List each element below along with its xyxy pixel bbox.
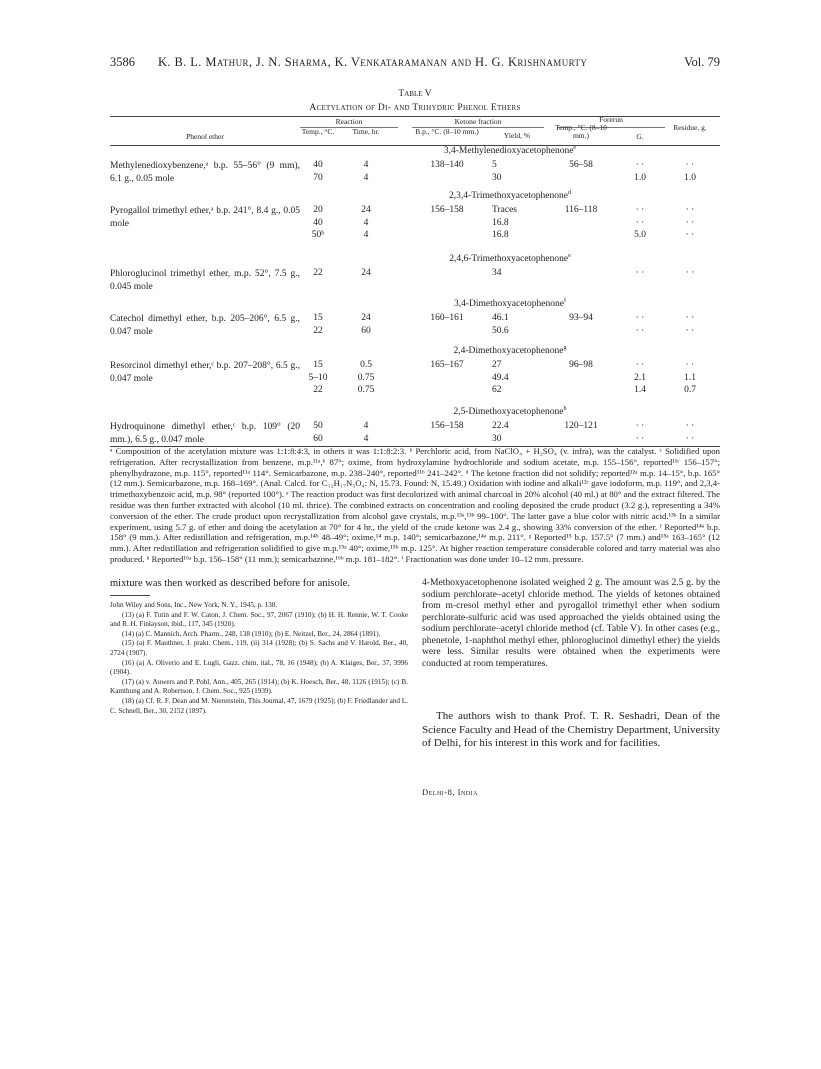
ref-14: (14) (a) C. Mannich, Arch. Pharm., 248, 138 (1910); (b) E. Neitzel, Ber., 24, 2864 (1891).: [122, 629, 381, 638]
section-footnote-mark: e: [568, 252, 571, 259]
ref-17: (17) (a) v. Auwers and P. Pohl, Ann., 405, 265 (1914); (b) K. Hoesch, Ber., 48, 1126 (1915); (c) B. Kamthung and A. Robertson, J. Chem. Soc., 925 (1939).: [110, 677, 408, 696]
cell-bp: 165–167: [430, 360, 464, 370]
cell-time: 60: [361, 325, 371, 336]
references: [110, 601, 408, 716]
cell-time: 4: [363, 217, 369, 228]
cell-temp: 50ᵇ: [311, 230, 325, 240]
cell-forerun-g: 2.1: [634, 372, 646, 383]
footnote-rule: [110, 595, 150, 596]
cell-bp: 156–158: [430, 421, 464, 431]
left-col-text: mixture was then worked as described before for anisole.: [110, 578, 350, 589]
section-footnote-mark: g: [563, 344, 567, 351]
table-title: Acetylation of Di- and Trihydric Phenol Ethers: [309, 103, 521, 113]
cell-residue: · ·: [685, 313, 695, 323]
cell-yield: 22.4: [492, 421, 509, 431]
cell-yield: 50.6: [492, 325, 509, 336]
cell-forerun-g: 1.4: [634, 385, 646, 395]
phenol-ether: Phloroglucinol trimethyl ether, m.p. 52°, 7.5 g., 0.045 mole: [110, 269, 300, 292]
ref-13: (13) (a) F. Tutin and F. W. Caton, J. Chem. Soc., 97, 2067 (1910); (b) H. H. Rennie, W. T. Cooke and R. H. Finlayson, ibid., 117, 345 (1920).: [110, 610, 408, 629]
cell-residue: · ·: [685, 217, 695, 228]
cell-yield: Traces: [492, 205, 517, 215]
cell-time: 0.75: [357, 385, 375, 395]
cell-yield: 30: [492, 172, 502, 183]
cell-forerun-g: · ·: [635, 313, 645, 323]
cell-temp: 22: [313, 385, 323, 395]
cell-bp: 160–161: [430, 313, 464, 323]
section-title: [300, 299, 720, 309]
cell-forerun-g: · ·: [635, 268, 645, 278]
cell-residue: · ·: [685, 268, 695, 278]
cell-time: 24: [361, 268, 371, 278]
col-temp: Temp., °C.: [301, 127, 335, 136]
col-g: G.: [636, 132, 644, 141]
section-title-text: 3,4-Methylenedioxyacetophenone: [443, 146, 574, 156]
cell-forerun-g: · ·: [635, 421, 645, 431]
section-title-text: 2,4-Dimethoxyacetophenone: [453, 346, 564, 356]
section-title-text: 2,4,6-Trimethoxyacetophenone: [449, 254, 569, 264]
authors: K. B. L. Mathur, J. N. Sharma, K. Venkataramanan and H. G. Krishnamurty: [158, 55, 588, 69]
col-residue: Residue, g.: [673, 123, 707, 132]
cell-forerun-g: · ·: [635, 160, 645, 170]
section-title: [300, 407, 720, 417]
cell-forerun-temp: 120–121: [564, 421, 598, 431]
cell-forerun-g: 5.0: [634, 230, 646, 240]
cell-temp: 70: [313, 172, 323, 183]
cell-time: 4: [363, 230, 369, 240]
col-time: Time, hr.: [352, 127, 380, 136]
section-title: [300, 146, 720, 156]
cell-yield: 27: [492, 360, 502, 370]
cell-forerun-temp: 116–118: [564, 205, 598, 215]
cell-temp: 40: [313, 217, 323, 228]
cell-temp: 5–10: [308, 372, 328, 383]
section-footnote-mark: d: [567, 189, 571, 196]
cell-residue: 0.7: [684, 385, 696, 395]
cell-temp: 20: [313, 205, 323, 215]
col-yield: Yield, %: [503, 131, 531, 140]
section-footnote-mark: f: [564, 297, 566, 304]
cell-forerun-g: · ·: [635, 205, 645, 215]
cell-yield: 46.1: [492, 313, 509, 323]
section-title: [300, 346, 720, 356]
phenol-ether: Methylenedioxybenzene,ᵃ b.p. 55–56° (9 mm), 6.1 g., 0.05 mole: [110, 161, 300, 184]
cell-forerun-temp: 56–58: [569, 160, 593, 170]
cell-residue: · ·: [685, 230, 695, 240]
cell-time: 4: [363, 421, 369, 431]
volume: Vol. 79: [684, 55, 720, 69]
cell-time: 24: [361, 205, 371, 215]
cell-temp: 15: [313, 313, 323, 323]
cell-forerun-g: · ·: [635, 325, 645, 336]
cell-temp: 15: [313, 360, 323, 370]
cell-residue: · ·: [685, 360, 695, 370]
phenol-ether: Pyrogallol trimethyl ether,ᵃ b.p. 241°, 8.4 g., 0.05 mole: [110, 206, 300, 229]
cell-time: 0.5: [360, 360, 372, 370]
cell-time: 4: [363, 172, 369, 183]
right-col-text: 4-Methoxyacetophenone isolated weighed 2 g. The amount was 2.5 g. by the sodium perchlorate–acetyl chloride method. The yields of ketones obtained from m-cresol methyl ether and pyrogallol trimethyl ether when sodium perchlorate-sulfuric acid was used approached the yields obtained using the sodium perchlorate–acetyl chloride method (cf. Table V). In other cases (e.g., phenetole, 1-naphthol methyl ether, phloroglucinol dimethyl ether) the yields were less. Similar results were obtained when the experiments were conducted at room temperatures.: [422, 577, 720, 669]
cell-residue: · ·: [685, 325, 695, 336]
cell-temp: 60: [313, 433, 323, 444]
ref-15: (15) (a) F. Mauthner, J. prakt. Chem., 119, (ii) 314 (1928); (b) S. Sachs and V. Harold, Ber., 40, 2724 (1907).: [110, 639, 408, 657]
section-title-text: 2,5-Dimethoxyacetophenone: [453, 407, 564, 417]
cell-temp: 22: [313, 268, 323, 278]
cell-yield: 30: [492, 433, 502, 444]
cell-residue: · ·: [685, 421, 695, 431]
cell-residue: · ·: [685, 433, 695, 444]
cell-residue: · ·: [685, 205, 695, 215]
table-number: Table V: [398, 89, 432, 99]
table-footnotes: ᵃ Composition of the acetylation mixture was 1:1:8:4:3, in others it was 1:1:8:2:3. ᵇ Perchloric acid, from NaClO₄ + H₂SO₄ (v. infra), was the catalyst. ᶜ Solidified upon refrigeration. After recrystallization from benzene, m.p.¹¹ᵃ,ᵇ 87°; oxime, from hydroxylamine hydrochloride and sodium acetate, m.p. 155–156°, reported¹¹ᶜ 156–157°; phenylhydrazone, m.p. 115°, reported¹¹ᵃ 114°. Semicarbazone, m.p. 238–240°, reported¹¹ᵇ 241–242°. ᵈ The ketone fraction did not solidify; reported¹²ᵃ m.p. 14–15°, b.p. 165° (12 mm.). Semicarbazone, m.p. 168–169°. (Anal. Calcd. for C₁₂H₁₇N₃O₄: N, 15.73. Found: N, 15.49.) Oxidation with iodine and alkali¹²ᶜ gave iodoform, m.p. 119°, and 2,3,4-trimethoxybenzoic acid, m.p. 98° (reported 100°). ᵉ The reaction product was first decolorized with animal charcoal in 20% alcohol (40 ml.) at 80° and the extract filtered. The residue was then further extracted with alcohol (10 ml. thrice). The combined extracts on concentration and cooling deposited the crude product (3.2 g.), representing a 34% conversion of the ether. The crude product upon recrystallization from alcohol gave crystals, m.p.¹³ᵃ,¹³ᵇ 99–100°. The latter gave a blue color with nitric acid.¹³ᵇ In a similar experiment, using 5.7 g. of ether and doing the acetylation at 70° for 4 hr., the yield of the crude ketone was 2.4 g., showing 33% conversion of the ether. ᶠ Reported¹⁴ᵃ b.p. 158° (9 mm.). After redistillation and refrigeration, m.p.¹⁴ᵇ 48–49°; oxime,¹⁴ m.p. 140°; semicarbazone,¹⁴ᵃ m.p. 211°. ᵍ Reported¹⁵ b.p. 157.5° (7 mm.) and¹⁵ᵃ 163–165° (12 mm.). After redistillation and refrigeration solidified to give m.p.¹⁵ᵃ 40°; oxime,¹⁵ᵇ m.p. 125°. At higher reaction temperature considerable colored and tarry material was also produced. ʰ Reported¹⁶ᵃ b.p. 156–158° (11 mm.); semicarbazone,¹⁶ᵇ m.p. 181–182°. ⁱ Fractionation was done under 10–12 mm. pressure.: [110, 446, 720, 564]
col-bp: B.p., °C. (8–10 mm.): [415, 127, 479, 136]
cell-yield: 34: [492, 268, 502, 278]
cell-bp: 156–158: [430, 205, 464, 215]
cell-time: 4: [363, 160, 369, 170]
section-title: [300, 254, 720, 264]
cell-forerun-g: 1.0: [634, 172, 646, 183]
cell-forerun-g: · ·: [635, 360, 645, 370]
phenol-ether: Hydroquinone dimethyl ether,ᶜ b.p. 109° (20 mm.), 6.5 g., 0.047 mole: [110, 422, 300, 445]
group-ketone: Ketone fraction: [454, 117, 502, 126]
ref-18: (18) (a) Cf. R. F. Dean and M. Nierenstein, This Journal, 47, 1679 (1925); (b) F. Friedlander and L. C. Schnell, Ber., 30, 2152 (1897).: [110, 696, 408, 715]
cell-residue: 1.1: [684, 372, 696, 383]
cell-yield: 62: [492, 385, 502, 395]
cell-bp: 138–140: [430, 160, 464, 170]
cell-residue: 1.0: [684, 172, 696, 183]
cell-forerun-temp: 93–94: [569, 313, 593, 323]
section-footnote-mark: h: [563, 405, 567, 412]
ref-16: (16) (a) A. Oliverio and E. Lugli, Gazz. chim. ital., 78, 16 (1948); (b) A. Klaiges, Ber., 37, 3996 (1904).: [110, 658, 408, 677]
cell-forerun-g: · ·: [635, 433, 645, 444]
ref-12-cont: John Wiley and Sons, Inc., New York, N. Y., 1945, p. 138.: [110, 601, 278, 609]
page-number: 3586: [110, 55, 135, 69]
cell-yield: 49.4: [492, 372, 509, 383]
group-reaction: Reaction: [335, 117, 363, 126]
col-phenol-ether: Phenol ether: [186, 132, 224, 141]
cell-yield: 16.8: [492, 217, 509, 228]
affiliation: Delhi-8, India: [422, 787, 478, 797]
acknowledgment: The authors wish to thank Prof. T. R. Seshadri, Dean of the Science Faculty and Head of the Chemistry Department, University of Delhi, for his interest in this work and for facilities.: [422, 710, 720, 749]
col-forerun-temp: Temp., °C. (8–10 mm.): [555, 123, 607, 140]
cell-time: 4: [363, 433, 369, 444]
cell-temp: 22: [313, 325, 323, 336]
cell-time: 24: [361, 313, 371, 323]
group-forerun: Forerun: [599, 115, 623, 124]
section-footnote-mark: e: [573, 144, 577, 151]
section-title-text: 3,4-Dimethoxyacetophenone: [453, 299, 564, 309]
phenol-ether: Catechol dimethyl ether, b.p. 205–206°, 6.5 g., 0.047 mole: [110, 314, 300, 337]
cell-yield: 16.8: [492, 230, 509, 240]
cell-forerun-temp: 96–98: [569, 360, 593, 370]
running-header: [110, 55, 720, 75]
cell-yield: 5: [492, 160, 497, 170]
cell-residue: · ·: [685, 160, 695, 170]
cell-time: 0.75: [357, 372, 375, 383]
section-title: [300, 191, 720, 201]
cell-forerun-g: · ·: [635, 217, 645, 228]
section-title-text: 2,3,4-Trimethoxyacetophenone: [449, 191, 568, 201]
cell-temp: 50: [313, 421, 323, 431]
phenol-ether: Resorcinol dimethyl ether,ᶜ b.p. 207–208°, 6.5 g., 0.047 mole: [110, 361, 300, 384]
cell-temp: 40: [313, 160, 323, 170]
